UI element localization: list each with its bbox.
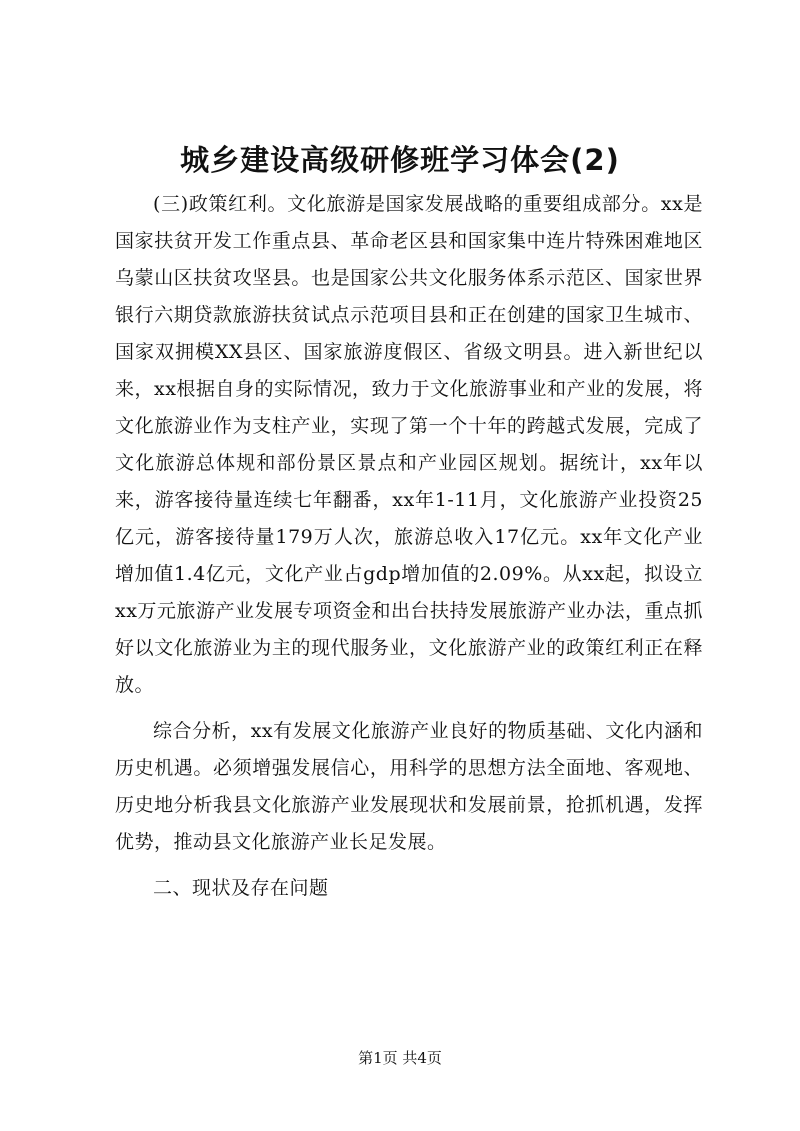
document-title: 城乡建设高级研修班学习体会(2) <box>180 143 620 177</box>
document-body <box>115 186 703 907</box>
page-number-footer: 第1页 共4页 <box>358 1049 442 1067</box>
section-heading-status-problems: 二、现状及存在问题 <box>153 877 329 899</box>
paragraph-policy-dividend: (三)政策红利。文化旅游是国家发展战略的重要组成部分。xx是国家扶贫开发工作重点县、革命老区县和国家集中连片特殊困难地区乌蒙山区扶贫攻坚县。也是国家公共文化服务体系示范区、国家世界银行六期贷款旅游扶贫试点示范项目县和正在创建的国家卫生城市、国家双拥模XX县区、国家旅游度假区、省级文明县。进入新世纪以来，xx根据自身的实际情况，致力于文化旅游事业和产业的发展，将文化旅游业作为支柱产业，实现了第一个十年的跨越式发展，完成了文化旅游总体规和部份景区景点和产业园区规划。据统计，xx年以来，游客接待量连续七年翻番，xx年1-11月，文化旅游产业投资25亿元，游客接待量179万人次，旅游总收入17亿元。xx年文化产业增加值1.4亿元，文化产业占gdp增加值的2.09%。从xx起，拟设立xx万元旅游产业发展专项资金和出台扶持发展旅游产业办法，重点抓好以文化旅游业为主的现代服务业，文化旅游产业的政策红利正在释放。 <box>115 193 703 696</box>
paragraph-comprehensive-analysis: 综合分析，xx有发展文化旅游产业良好的物质基础、文化内涵和历史机遇。必须增强发展信心，用科学的思想方法全面地、客观地、历史地分析我县文化旅游产业发展现状和发展前景，抢抓机遇，发挥优势，推动县文化旅游产业长足发展。 <box>115 720 703 853</box>
